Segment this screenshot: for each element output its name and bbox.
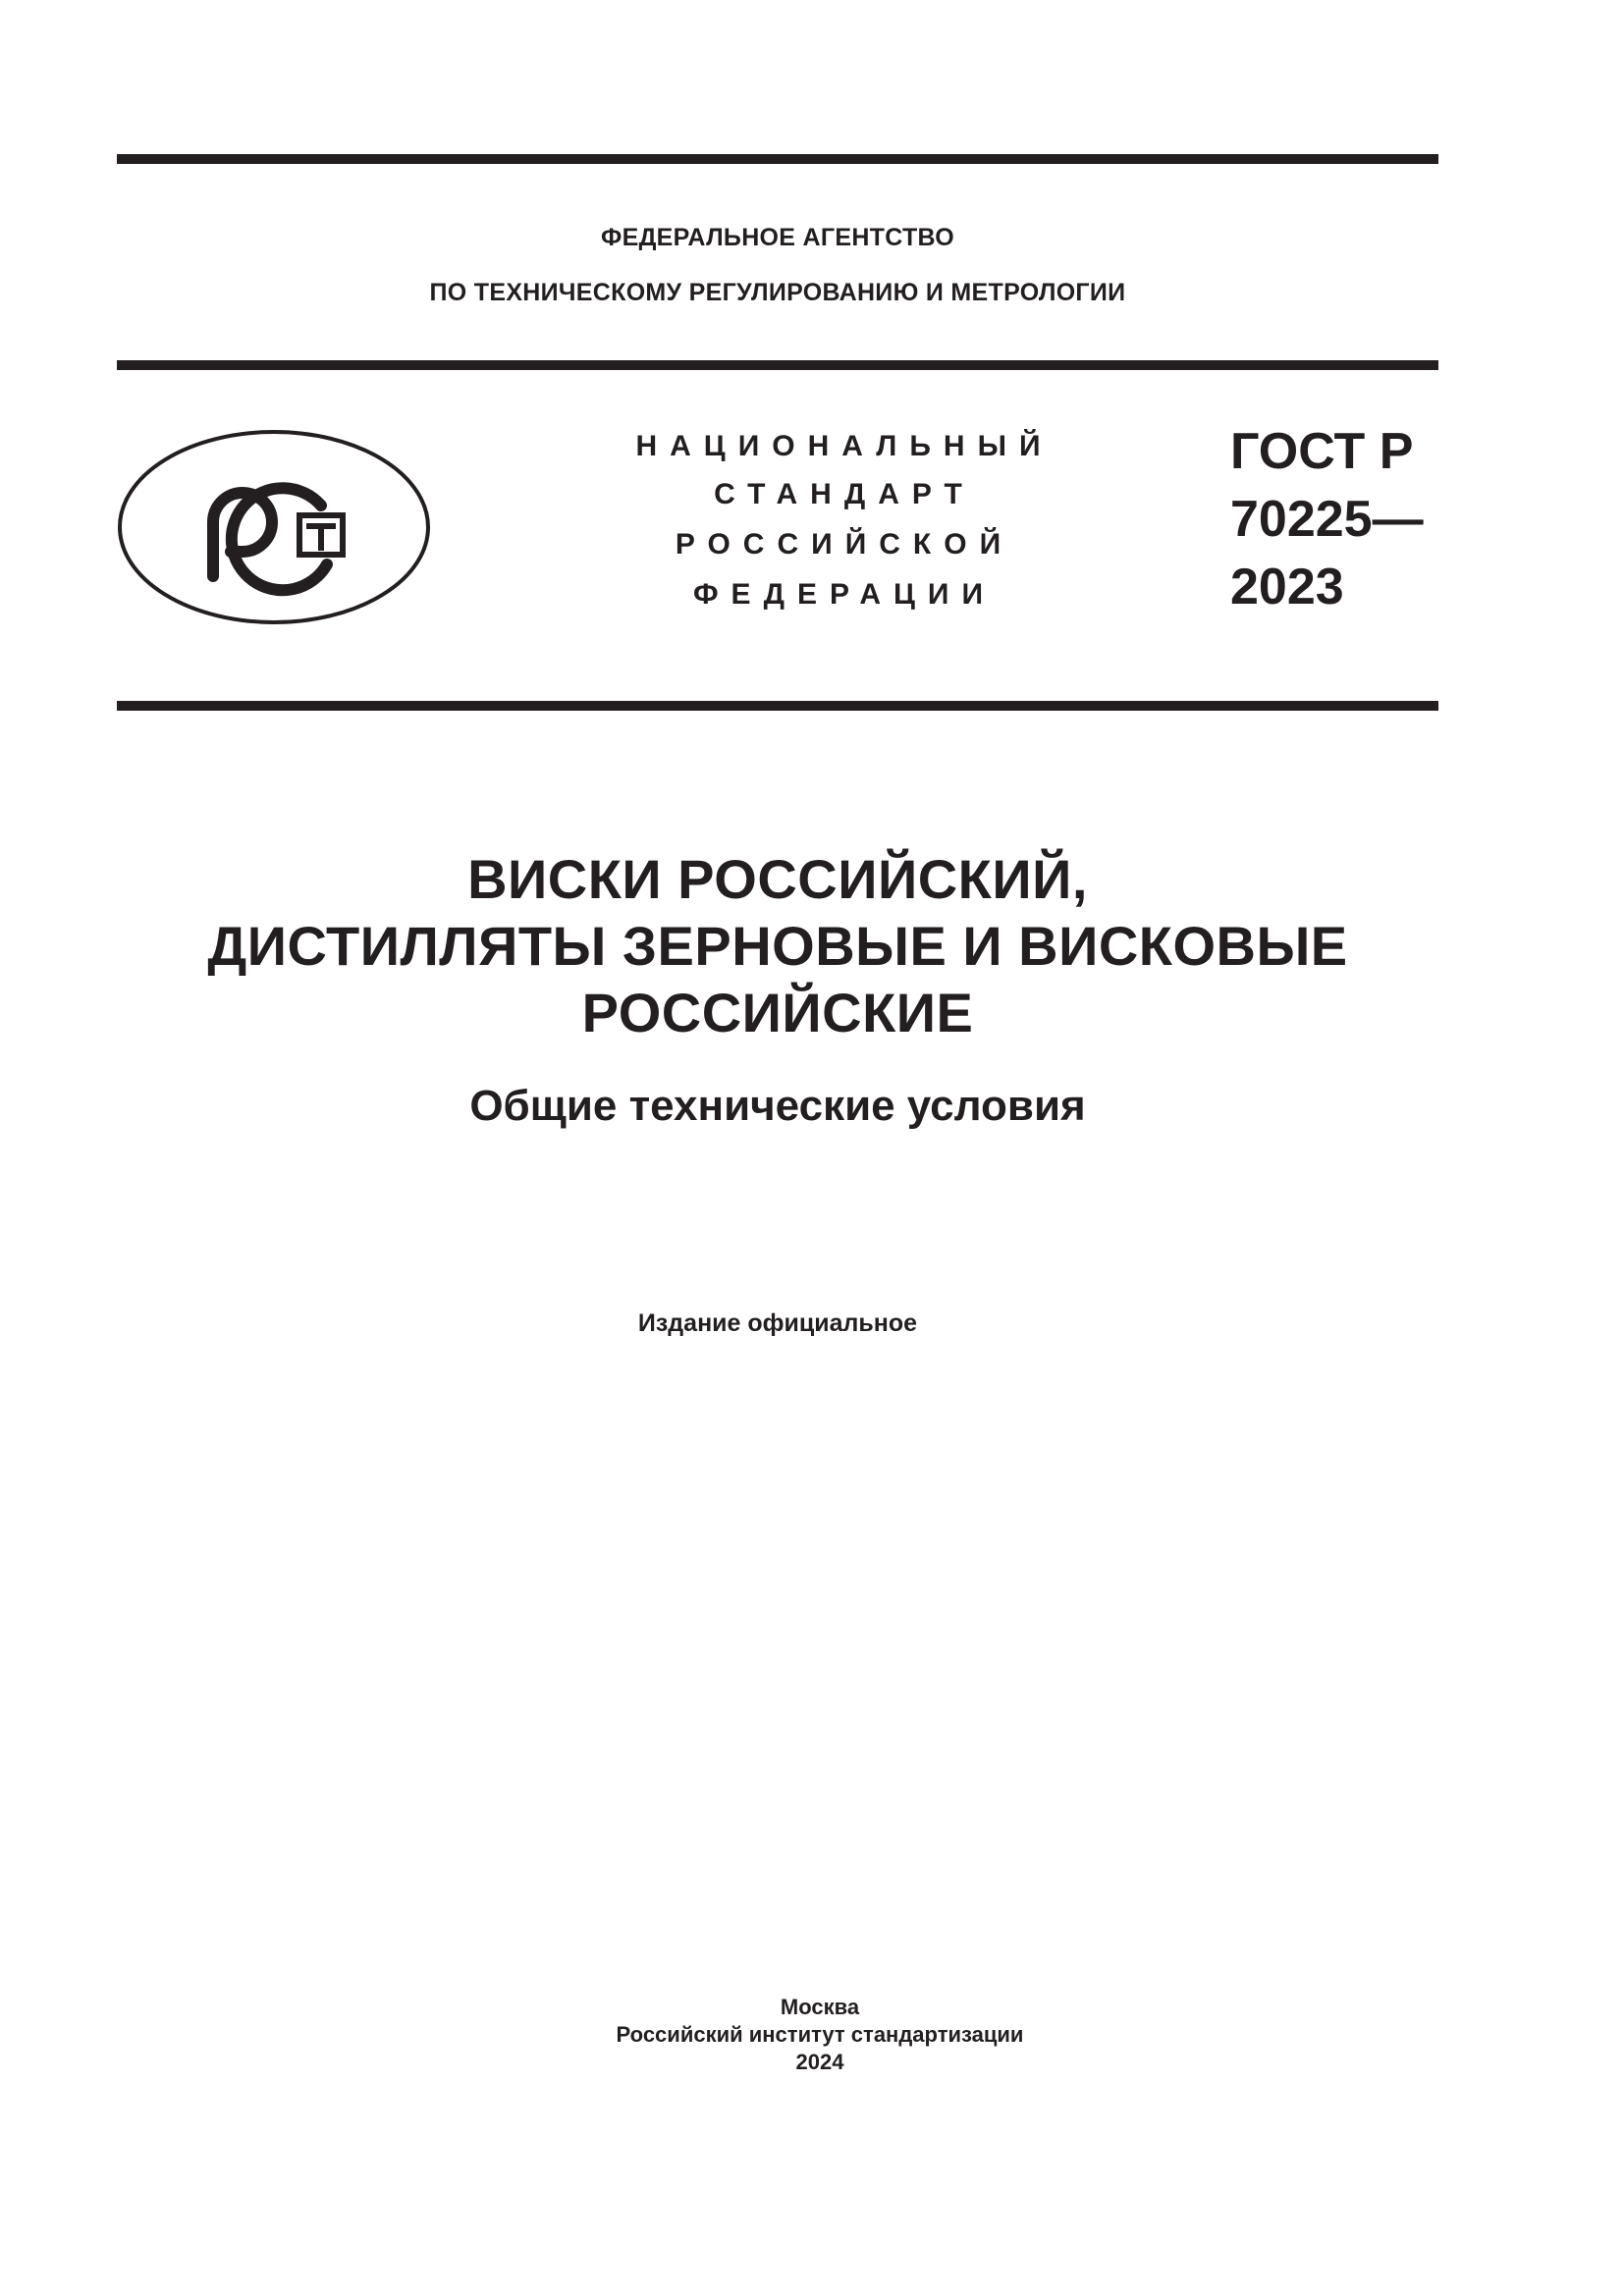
title-line-1: ВИСКИ РОССИЙСКИЙ, [467, 848, 1088, 910]
designation-line-1: ГОСТ Р [1230, 423, 1414, 480]
header-bottom-rule [117, 701, 1438, 711]
standard-type-line-2: СТАНДАРТ [714, 478, 975, 510]
standard-type-line-3: РОССИЙСКОЙ [675, 528, 1014, 561]
agency-bottom-rule [117, 360, 1438, 370]
imprint-publisher: Российский институт стандартизации [616, 2022, 1024, 2047]
top-rule [117, 154, 1438, 164]
title-line-3: РОССИЙСКИЕ [581, 982, 974, 1043]
subtitle: Общие технические условия [469, 1082, 1086, 1130]
designation-line-3: 2023 [1230, 559, 1344, 615]
standard-type-line-1: НАЦИОНАЛЬНЫЙ [635, 430, 1054, 462]
standard-type-line-4: ФЕДЕРАЦИИ [692, 578, 997, 611]
gost-r-certification-mark-icon [117, 429, 431, 625]
agency-name-line-2: ПО ТЕХНИЧЕСКОМУ РЕГУЛИРОВАНИЮ И МЕТРОЛОГИИ [429, 279, 1126, 306]
imprint-year: 2024 [795, 2050, 844, 2074]
title-line-2: ДИСТИЛЛЯТЫ ЗЕРНОВЫЕ И ВИСКОВЫЕ [207, 915, 1348, 977]
agency-name-line-1: ФЕДЕРАЛЬНОЕ АГЕНТСТВО [600, 224, 955, 251]
designation-line-2: 70225— [1230, 491, 1424, 548]
imprint-city: Москва [780, 1995, 860, 2019]
edition-note: Издание официальное [637, 1309, 918, 1337]
